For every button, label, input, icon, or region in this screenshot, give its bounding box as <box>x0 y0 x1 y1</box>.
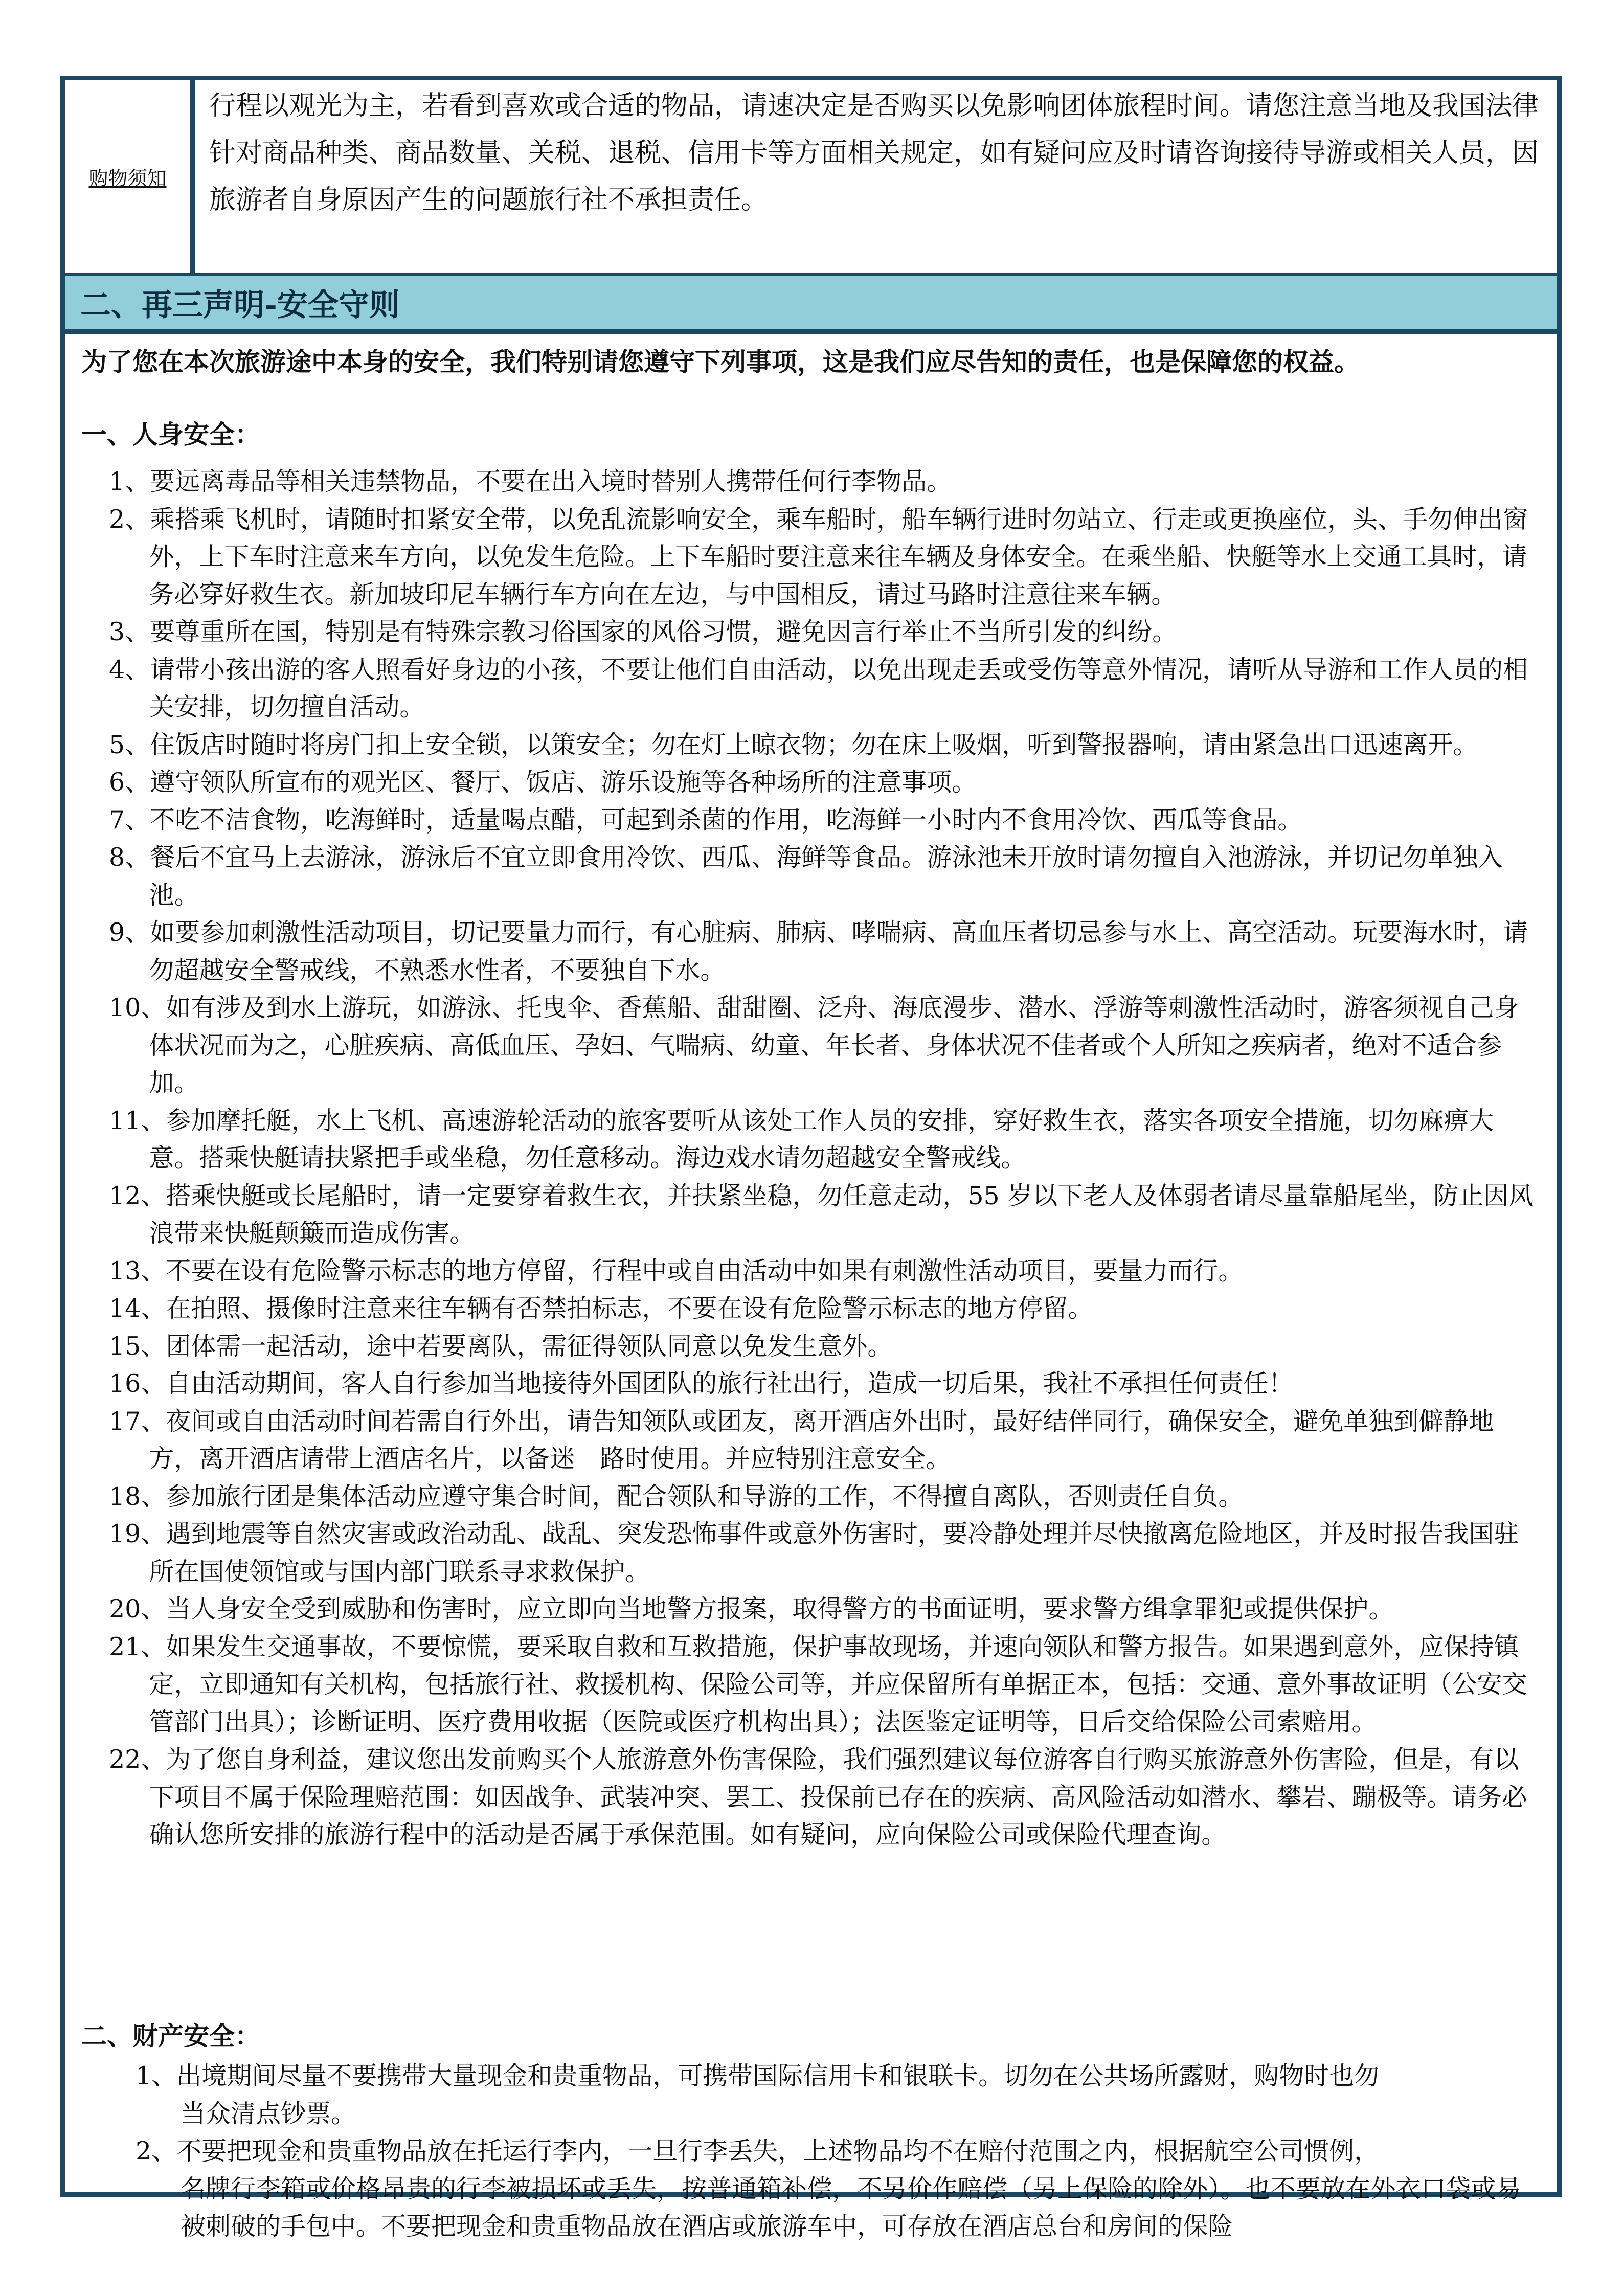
list-item-first-line: 1、出境期间尽量不要携带大量现金和贵重物品，可携带国际信用卡和银联卡。切勿在公共场所露财，购物时也勿 <box>136 2061 1380 2090</box>
list-item: 10、如有涉及到水上游玩，如游泳、托曳伞、香蕉船、甜甜圈、泛舟、海底漫步、潜水、浮游等刺激性活动时，游客须视自己身体状况而为之，心脏疾病、高低血压、孕妇、气喘病、幼童、年长者、身体状况不佳者或个人所知之疾病者，绝对不适合参加。 <box>109 993 1519 1097</box>
section-title: 二、再三声明-安全守则 <box>80 287 400 323</box>
list-item: 11、参加摩托艇，水上飞机、高速游轮活动的旅客要听从该处工作人员的安排，穿好救生衣，落实各项安全措施，切勿麻痹大意。搭乘快艇请扶紧把手或坐稳，勿任意移动。海边戏水请勿超越安全警戒线。 <box>109 1106 1494 1173</box>
intro-statement: 为了您在本次旅游途中本身的安全，我们特别请您遵守下列事项，这是我们应尽告知的责任，也是保障您的权益。 <box>81 347 1360 377</box>
list-item: 12、搭乘快艇或长尾船时，请一定要穿着救生衣，并扶紧坐稳，勿任意走动，55 岁以下老人及体弱者请尽量靠船尾坐，防止因风浪带来快艇颠簸而造成伤害。 <box>109 1181 1534 1248</box>
list-item: 19、遇到地震等自然灾害或政治动乱、战乱、突发恐怖事件或意外伤害时，要冷静处理并尽快撤离危险地区，并及时报告我国驻所在国使领馆或与国内部门联系寻求救保护。 <box>109 1519 1519 1586</box>
list-item <box>136 2132 1543 2245</box>
list-item: 17、夜间或自由活动时间若需自行外出，请告知领队或团友，离开酒店外出时，最好结伴同行，确保安全，避免单独到僻静地方，离开酒店请带上酒店名片，以备迷 路时使用。并应特别注意安全。 <box>109 1406 1494 1473</box>
list-item: 1、要远离毒品等相关违禁物品，不要在出入境时替别人携带任何行李物品。 <box>109 467 952 496</box>
list-item: 21、如果发生交通事故，不要惊慌，要采取自救和互救措施，保护事故现场，并速向领队和警方报告。如果遇到意外，应保持镇定，立即通知有关机构，包括旅行社、救援机构、保险公司等，并应保留所有单据正本，包括：交通、意外事故证明（公安交管部门出具）；诊断证明、医疗费用收据（医院或医疗机构出具）；法医鉴定证明等，日后交给保险公司索赔用。 <box>109 1632 1527 1737</box>
list-item: 7、不吃不洁食物，吃海鲜时，适量喝点醋，可起到杀菌的作用，吃海鲜一小时内不食用冷饮、西瓜等食品。 <box>109 805 1303 835</box>
list-item: 4、请带小孩出游的客人照看好身边的小孩，不要让他们自由活动，以免出现走丢或受伤等意外情况，请听从导游和工作人员的相关安排，切勿擅自活动。 <box>109 655 1528 722</box>
list-item: 15、团体需一起活动，途中若要离队，需征得领队同意以免发生意外。 <box>109 1331 893 1361</box>
list-item: 14、在拍照、摄像时注意来往车辆有否禁拍标志，不要在设有危险警示标志的地方停留。 <box>109 1294 1093 1323</box>
shopping-notice-text: 行程以观光为主，若看到喜欢或合适的物品，请速决定是否购买以免影响团体旅程时间。请您注意当地及我国法律针对商品种类、商品数量、关税、退税、信用卡等方面相关规定，如有疑问应及时请咨询接待导游或相关人员，因旅游者自身原因产生的问题旅行社不承担责任。 <box>209 91 1539 215</box>
shopping-notice-label: 购物须知 <box>88 167 167 190</box>
list-item-first-line: 2、不要把现金和贵重物品放在托运行李内，一旦行李丢失，上述物品均不在赔付范围之内，根据航空公司惯例， <box>136 2136 1380 2166</box>
list-item: 5、住饭店时随时将房门扣上安全锁，以策安全；勿在灯上晾衣物；勿在床上吸烟，听到警报器响，请由紧急出口迅速离开。 <box>109 730 1478 759</box>
personal-safety-list <box>109 463 1543 1854</box>
property-safety-list <box>136 2057 1543 2245</box>
list-item: 22、为了您自身利益，建议您出发前购买个人旅游意外伤害保险，我们强烈建议每位游客自行购买旅游意外伤害险，但是，有以下项目不属于保险理赔范围：如因战争、武装冲突、罢工、投保前已存在的疾病、高风险活动如潜水、攀岩、蹦极等。请务必确认您所安排的旅游行程中的活动是否属于承保范围。如有疑问，应向保险公司或保险代理查询。 <box>109 1745 1527 1849</box>
list-item: 13、不要在设有危险警示标志的地方停留，行程中或自由活动中如果有刺激性活动项目，要量力而行。 <box>109 1256 1244 1286</box>
list-item: 6、遵守领队所宣布的观光区、餐厅、饭店、游乐设施等各种场所的注意事项。 <box>109 768 977 797</box>
list-item: 8、餐后不宜马上去游泳，游泳后不宜立即食用冷饮、西瓜、海鲜等食品。游泳池未开放时请勿擅自入池游泳，并切记勿单独入池。 <box>109 843 1503 910</box>
list-item-continuation: 当众清点钞票。 <box>181 2099 356 2128</box>
section-header <box>65 276 1557 334</box>
shopping-notice-label-cell <box>65 80 195 273</box>
personal-safety-heading: 一、人身安全： <box>81 419 260 449</box>
safety-rules-body <box>65 334 1557 2241</box>
list-item: 18、参加旅行团是集体活动应遵守集合时间，配合领队和导游的工作，不得擅自离队，否则责任自负。 <box>109 1481 1244 1511</box>
list-item <box>136 2057 1543 2132</box>
list-item-continuation: 名牌行李箱或价格昂贵的行李被损坏或丢失，按普通箱补偿，不另价作赔偿（另上保险的除外）。也不要放在外衣口袋或易被刺破的手包中。不要把现金和贵重物品放在酒店或旅游车中，可存放在酒店总台和房间的保险 <box>181 2174 1521 2241</box>
property-safety-heading: 二、财产安全： <box>81 2021 260 2051</box>
list-item: 9、如要参加刺激性活动项目，切记要量力而行，有心脏病、肺病、哮喘病、高血压者切忌参与水上、高空活动。玩要海水时，请勿超越安全警戒线，不熟悉水性者，不要独自下水。 <box>109 918 1528 985</box>
list-item: 2、乘搭乘飞机时，请随时扣紧安全带，以免乱流影响安全，乘车船时，船车辆行进时勿站立、行走或更换座位，头、手勿伸出窗外，上下车时注意来车方向，以免发生危险。上下车船时要注意来往车辆及身体安全。在乘坐船、快艇等水上交通工具时，请务必穿好救生衣。新加坡印尼车辆行车方向在左边，与中国相反，请过马路时注意往来车辆。 <box>109 504 1528 609</box>
list-item: 3、要尊重所在国，特别是有特殊宗教习俗国家的风俗习惯，避免因言行举止不当所引发的纠纷。 <box>109 617 1178 646</box>
shopping-notice-row <box>65 80 1557 276</box>
list-item: 20、当人身安全受到威胁和伤害时，应立即向当地警方报案，取得警方的书面证明，要求警方缉拿罪犯或提供保护。 <box>109 1594 1394 1624</box>
list-item: 16、自由活动期间，客人自行参加当地接待外国团队的旅行社出行，造成一切后果，我社不承担任何责任！ <box>109 1369 1294 1398</box>
document-frame <box>60 76 1562 2241</box>
